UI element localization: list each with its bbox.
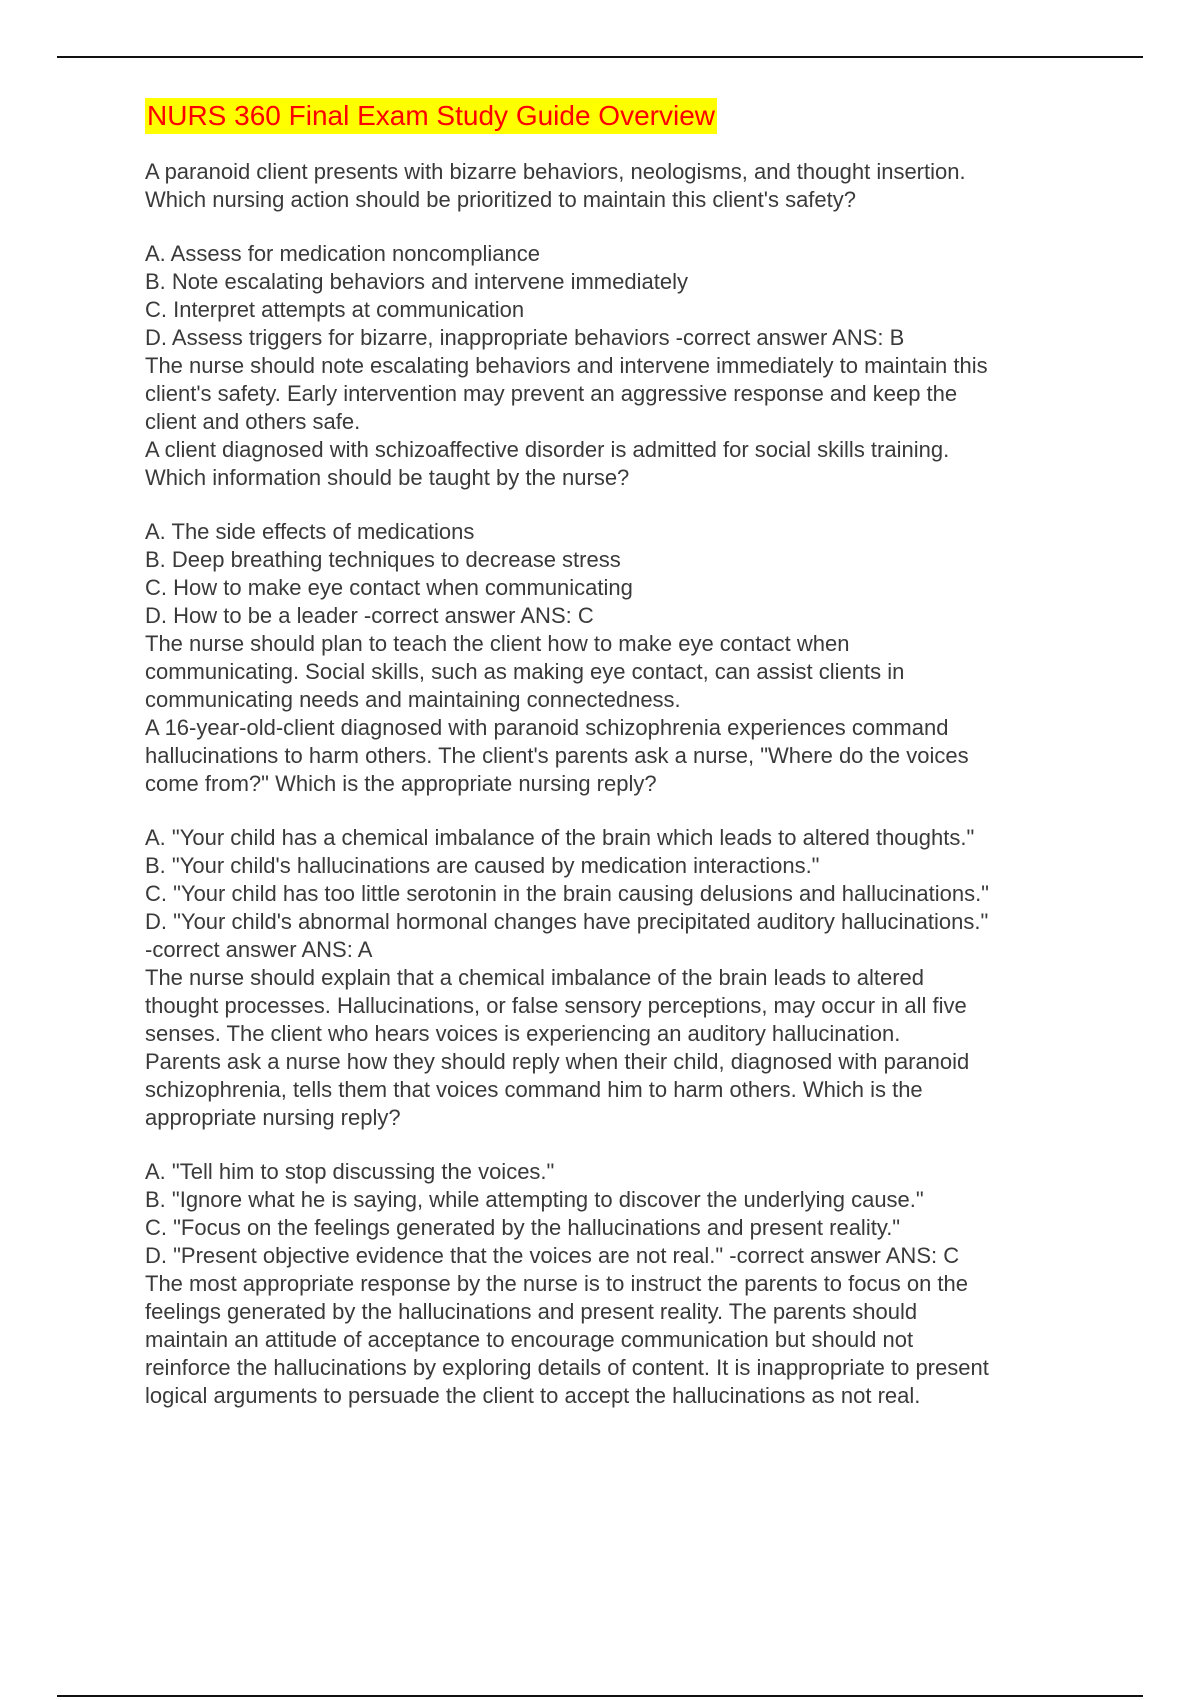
- document-body: [145, 98, 1085, 1410]
- text-line: B. "Ignore what he is saying, while attempting to discover the underlying cause.": [145, 1187, 924, 1212]
- text-line: come from?" Which is the appropriate nursing reply?: [145, 771, 657, 796]
- text-line: The nurse should plan to teach the client how to make eye contact when: [145, 631, 850, 656]
- text-line: Parents ask a nurse how they should reply when their child, diagnosed with paranoid: [145, 1049, 970, 1074]
- document-title: NURS 360 Final Exam Study Guide Overview: [145, 98, 717, 134]
- text-line: Which nursing action should be prioritized to maintain this client's safety?: [145, 187, 857, 212]
- blank-line: [145, 798, 1085, 824]
- text-line: C. "Focus on the feelings generated by the hallucinations and present reality.": [145, 1215, 901, 1240]
- text-line: client's safety. Early intervention may prevent an aggressive response and keep the: [145, 381, 958, 406]
- text-line: C. How to make eye contact when communicating: [145, 575, 633, 600]
- text-line: A paranoid client presents with bizarre behaviors, neologisms, and thought insertion.: [145, 159, 966, 184]
- text-line: A 16-year-old-client diagnosed with paranoid schizophrenia experiences command: [145, 715, 949, 740]
- text-line: -correct answer ANS: A: [145, 937, 373, 962]
- blank-line: [145, 492, 1085, 518]
- text-lines: [145, 158, 1085, 1410]
- text-line: communicating. Social skills, such as making eye contact, can assist clients in: [145, 659, 905, 684]
- text-line: The most appropriate response by the nurse is to instruct the parents to focus on the: [145, 1271, 969, 1296]
- text-line: The nurse should explain that a chemical imbalance of the brain leads to altered: [145, 965, 925, 990]
- text-line: communicating needs and maintaining connectedness.: [145, 687, 681, 712]
- text-line: B. "Your child's hallucinations are caused by medication interactions.": [145, 853, 820, 878]
- text-line: schizophrenia, tells them that voices command him to harm others. Which is the: [145, 1077, 923, 1102]
- text-line: B. Deep breathing techniques to decrease stress: [145, 547, 621, 572]
- text-line: A. "Your child has a chemical imbalance of the brain which leads to altered thoughts.": [145, 825, 975, 850]
- text-line: A. The side effects of medications: [145, 519, 475, 544]
- text-line: D. "Present objective evidence that the voices are not real." -correct answer ANS: C: [145, 1243, 960, 1268]
- text-line: A. "Tell him to stop discussing the voices.": [145, 1159, 555, 1184]
- blank-line: [145, 214, 1085, 240]
- text-line: C. Interpret attempts at communication: [145, 297, 525, 322]
- text-line: feelings generated by the hallucinations and present reality. The parents should: [145, 1299, 918, 1324]
- text-line: reinforce the hallucinations by exploring details of content. It is inappropriate to present: [145, 1355, 989, 1380]
- text-line: hallucinations to harm others. The client's parents ask a nurse, "Where do the voices: [145, 743, 969, 768]
- text-line: logical arguments to persuade the client to accept the hallucinations as not real.: [145, 1383, 921, 1408]
- text-line: B. Note escalating behaviors and intervene immediately: [145, 269, 688, 294]
- text-line: Which information should be taught by the nurse?: [145, 465, 630, 490]
- text-line: D. How to be a leader -correct answer ANS: C: [145, 603, 594, 628]
- text-line: thought processes. Hallucinations, or false sensory perceptions, may occur in all five: [145, 993, 967, 1018]
- text-line: maintain an attitude of acceptance to encourage communication but should not: [145, 1327, 914, 1352]
- text-line: D. "Your child's abnormal hormonal changes have precipitated auditory hallucinations.": [145, 909, 989, 934]
- text-line: senses. The client who hears voices is experiencing an auditory hallucination.: [145, 1021, 901, 1046]
- text-line: appropriate nursing reply?: [145, 1105, 401, 1130]
- bottom-rule: [57, 1695, 1143, 1697]
- text-line: C. "Your child has too little serotonin in the brain causing delusions and hallucinations.": [145, 881, 989, 906]
- text-line: A. Assess for medication noncompliance: [145, 241, 540, 266]
- blank-line: [145, 1132, 1085, 1158]
- text-line: A client diagnosed with schizoaffective disorder is admitted for social skills training.: [145, 437, 950, 462]
- text-line: The nurse should note escalating behaviors and intervene immediately to maintain this: [145, 353, 988, 378]
- text-line: D. Assess triggers for bizarre, inappropriate behaviors -correct answer ANS: B: [145, 325, 905, 350]
- text-line: client and others safe.: [145, 409, 361, 434]
- top-rule: [57, 56, 1143, 58]
